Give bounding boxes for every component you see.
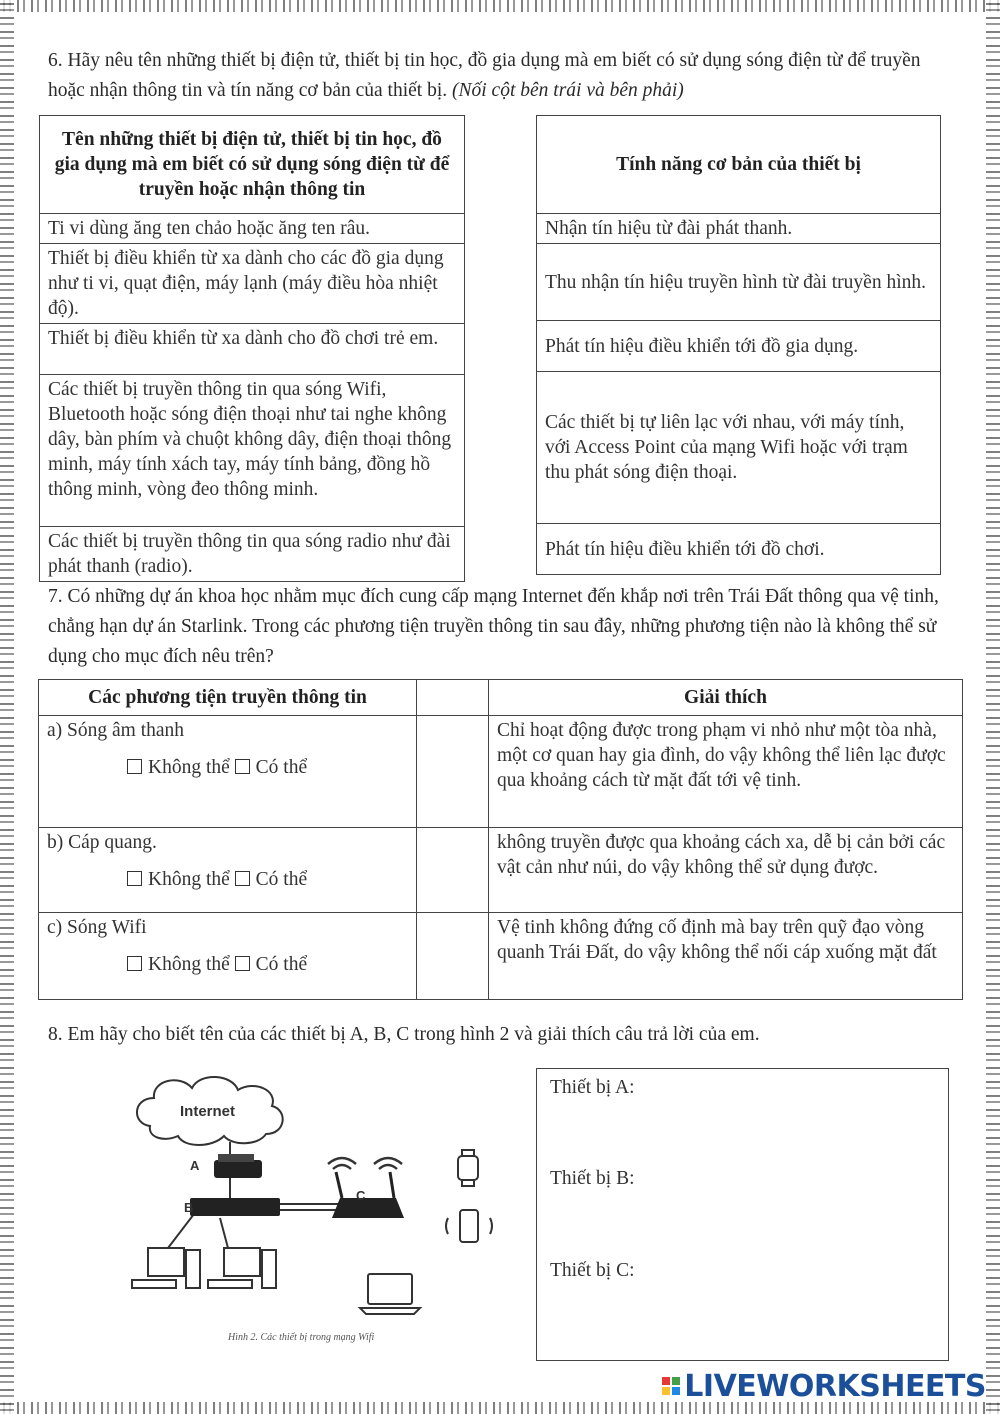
q6-left-item-3[interactable]: Thiết bị điều khiển từ xa dành cho đồ chơi trẻ em.: [40, 324, 465, 375]
q6-right-item-3[interactable]: Phát tín hiệu điều khiển tới đồ gia dụng.: [537, 321, 941, 372]
q7-row-b-checkbox-yes[interactable]: [235, 871, 250, 886]
answer-input-b[interactable]: [637, 1169, 937, 1195]
q7-col-header-blank: [417, 680, 489, 716]
q7-row-b-blank[interactable]: [417, 828, 489, 913]
question-6-text: [48, 46, 948, 106]
liveworksheets-logo-text: LIVEWORKSHEETS: [684, 1368, 986, 1404]
q6-left-item-2[interactable]: Thiết bị điều khiển từ xa dành cho các đồ gia dụng như ti vi, quạt điện, máy lạnh (máy điều hòa nhiệt độ).: [40, 244, 465, 324]
q7-row-a-explain[interactable]: Chỉ hoạt động được trong phạm vi nhỏ như một tòa nhà, một cơ quan hay gia đình, do vậy không thể liên lạc được qua khoảng cách từ mặt đất tới vệ tinh.: [489, 716, 963, 828]
q7-row-c-media: [39, 913, 417, 1000]
modem-a-icon: [214, 1154, 262, 1178]
q7-table: [38, 679, 963, 1000]
q7-row-c-option-yes-label: Có thể: [255, 954, 308, 975]
smartwatch-icon: [458, 1150, 478, 1186]
wifi-network-diagram: [128, 1068, 520, 1348]
q6-right-header: Tính năng cơ bản của thiết bị: [537, 116, 941, 214]
laptop-icon: [360, 1274, 420, 1314]
q7-row-a-checkbox-no[interactable]: [127, 759, 142, 774]
question-7-text: 7. Có những dự án khoa học nhằm mục đích cung cấp mạng Internet đến khắp nơi trên Trái Đất thông qua vệ tinh, chẳng hạn dự án Starlink. Trong các phương tiện truyền thông tin sau đây, những phương tiện nào là không thể sử dụng cho mục đích nêu trên?: [48, 586, 939, 667]
q6-left-item-5[interactable]: Các thiết bị truyền thông tin qua sóng radio như đài phát thanh (radio).: [40, 527, 465, 582]
answer-input-c[interactable]: [637, 1261, 937, 1287]
q7-row-c-option-no-label: Không thể: [148, 954, 230, 975]
q6-left-item-4[interactable]: Các thiết bị truyền thông tin qua sóng Wifi, Bluetooth hoặc sóng điện thoại như tai nghe không dây, bàn phím và chuột không dây, điện thoại thông minh, máy tính xách tay, máy tính bảng, đồng hồ thông minh, vòng đeo thông minh.: [40, 375, 465, 527]
q7-row-a-checkbox-yes[interactable]: [235, 759, 250, 774]
q7-row-c-label: c) Sóng Wifi: [47, 917, 147, 938]
figure-caption: Hình 2. Các thiết bị trong mạng Wifi: [228, 1332, 375, 1343]
answer-label-c: Thiết bị C:: [550, 1260, 635, 1281]
q6-left-column-table: [39, 115, 465, 582]
answer-label-a: Thiết bị A:: [550, 1077, 635, 1098]
q6-right-item-2[interactable]: Thu nhận tín hiệu truyền hình từ đài truyền hình.: [537, 244, 941, 321]
label-b: B: [184, 1200, 194, 1215]
q8-answer-box: [536, 1068, 949, 1361]
q7-row-b-option-no-label: Không thể: [148, 869, 230, 890]
q7-row-b-media: [39, 828, 417, 913]
q6-right-item-4[interactable]: Các thiết bị tự liên lạc với nhau, với máy tính, với Access Point của mạng Wifi hoặc với trạm thu phát sóng điện thoại.: [537, 372, 941, 524]
q7-row-a-option-yes-label: Có thể: [255, 757, 308, 778]
q7-row-b-option-yes-label: Có thể: [255, 869, 308, 890]
wifi-signal-icons: [328, 1158, 402, 1169]
internet-cloud-label: Internet: [180, 1103, 236, 1120]
liveworksheets-logo[interactable]: [662, 1368, 986, 1404]
q7-row-c-checkbox-yes[interactable]: [235, 956, 250, 971]
q7-row-c-blank[interactable]: [417, 913, 489, 1000]
decorative-border-top: [0, 0, 1000, 12]
question-6-note: (Nối cột bên trái và bên phải): [452, 80, 684, 101]
smartphone-icon: [446, 1210, 492, 1242]
q7-row-c-explain[interactable]: Vệ tinh không đứng cố định mà bay trên quỹ đạo vòng quanh Trái Đất, do vậy không thể nối cáp xuống mặt đất: [489, 913, 963, 1000]
question-6-prompt: 6. Hãy nêu tên những thiết bị điện tử, thiết bị tin học, đồ gia dụng mà em biết có sử dụng sóng điện từ để truyền hoặc nhận thông tin và tín năng cơ bản của thiết bị.: [48, 50, 921, 101]
q6-left-item-1[interactable]: Ti vi dùng ăng ten chảo hoặc ăng ten râu.: [40, 214, 465, 244]
q7-row-a-media: [39, 716, 417, 828]
answer-label-b: Thiết bị B:: [550, 1168, 635, 1189]
q7-row-a-option-no-label: Không thể: [148, 757, 230, 778]
q7-row-b-explain[interactable]: không truyền được qua khoảng cách xa, dễ bị cản bởi các vật cản như núi, do vậy không thể sử dụng được.: [489, 828, 963, 913]
router-c-icon: [332, 1172, 404, 1218]
q7-row-c-options: [47, 952, 408, 977]
decorative-border-left: [0, 0, 14, 1414]
q7-col-header-explain: Giải thích: [489, 680, 963, 716]
q7-row-b-checkbox-no[interactable]: [127, 871, 142, 886]
q6-left-header: Tên những thiết bị điện tử, thiết bị tin học, đồ gia dụng mà em biết có sử dụng sóng điện từ để truyền hoặc nhận thông tin: [40, 116, 465, 214]
label-c: C: [356, 1188, 366, 1203]
q7-row-a-options: [47, 755, 408, 780]
q7-row-a-blank[interactable]: [417, 716, 489, 828]
q7-row-c-checkbox-no[interactable]: [127, 956, 142, 971]
q6-right-item-1[interactable]: Nhận tín hiệu từ đài phát thanh.: [537, 214, 941, 244]
decorative-border-right: [986, 0, 1000, 1414]
q6-right-item-5[interactable]: Phát tín hiệu điều khiển tới đồ chơi.: [537, 524, 941, 575]
q7-row-b-label: b) Cáp quang.: [47, 832, 157, 853]
q7-col-header-media: Các phương tiện truyền thông tin: [39, 680, 417, 716]
q6-right-column-table: [536, 115, 941, 575]
liveworksheets-logo-icon: [662, 1377, 680, 1395]
answer-input-a[interactable]: [637, 1078, 937, 1104]
switch-b-icon: [190, 1198, 280, 1216]
wifi-network-figure: [128, 1068, 520, 1348]
q7-row-b-options: [47, 867, 408, 892]
label-a: A: [190, 1158, 200, 1173]
q7-row-a-label: a) Sóng âm thanh: [47, 720, 185, 741]
desktop-computer-icon-2: [208, 1248, 276, 1288]
desktop-computer-icon-1: [132, 1248, 200, 1288]
question-8-text: 8. Em hãy cho biết tên của các thiết bị A, B, C trong hình 2 và giải thích câu trả lời của em.: [48, 1024, 760, 1045]
